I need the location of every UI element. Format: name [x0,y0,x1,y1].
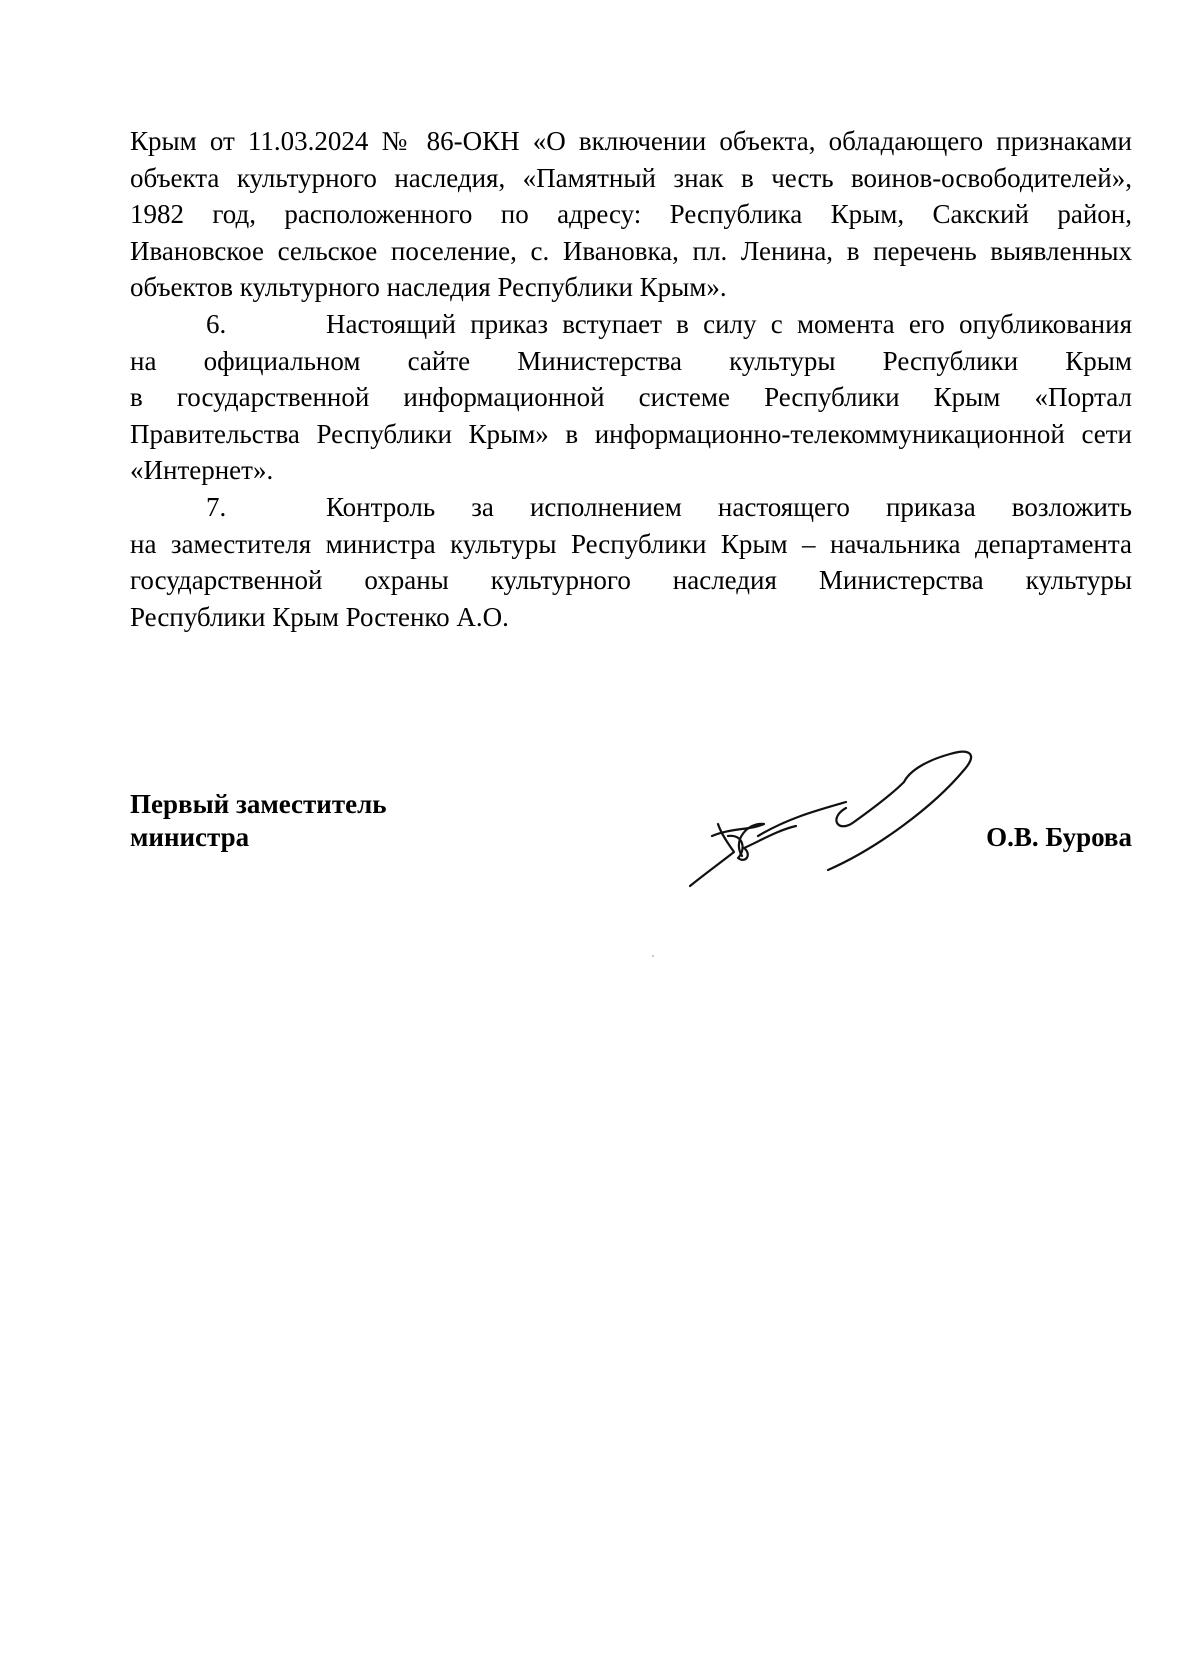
text-line: на заместителя министра культуры Республики Крым – начальника департамента [130,528,1132,559]
text-line: Правительства Республики Крым» в информационно-телекоммуникационной сети [130,418,1132,449]
item-7-first-line [130,489,1132,526]
document-body [130,123,1132,635]
signer-title-line: министра [130,822,250,852]
paragraph-7 [130,489,1132,635]
signer-name: О.В. Бурова [986,822,1132,852]
text-line: Крым от 11.03.2024 № 86-ОКН «О включении объекта, обладающего признаками [130,126,1132,156]
item-number: 6. [206,308,227,339]
text-line: Республики Крым Ростенко А.О. [130,601,509,632]
handwritten-signature [678,740,998,890]
text-line: 1982 год, расположенного по адресу: Республика Крым, Сакский район, [130,199,1132,230]
signer-title [130,788,387,854]
text-line: в государственной информационной системе Республики Крым «Портал [130,382,1132,413]
item-6-first-line [130,306,1132,343]
text-line: «Интернет». [130,455,274,486]
paragraph-5-continuation [130,123,1132,306]
text-line: Контроль за исполнением настоящего приказа возложить [326,491,1132,522]
scan-speck [652,955,654,957]
text-line: государственной охраны культурного наследия Министерства культуры [130,565,1132,596]
text-line: Ивановское сельское поселение, с. Ивановка, пл. Ленина, в перечень выявленных [130,235,1132,266]
text-line: объектов культурного наследия Республики Крым». [130,272,727,303]
text-line: на официальном сайте Министерства культуры Республики Крым [130,345,1132,376]
paragraph-6 [130,306,1132,489]
item-number: 7. [206,491,227,522]
text-line: объекта культурного наследия, «Памятный знак в честь воинов-освободителей», [130,162,1132,193]
text-line: Настоящий приказ вступает в силу с момента его опубликования [326,308,1132,339]
signer-title-line: Первый заместитель [130,789,387,819]
